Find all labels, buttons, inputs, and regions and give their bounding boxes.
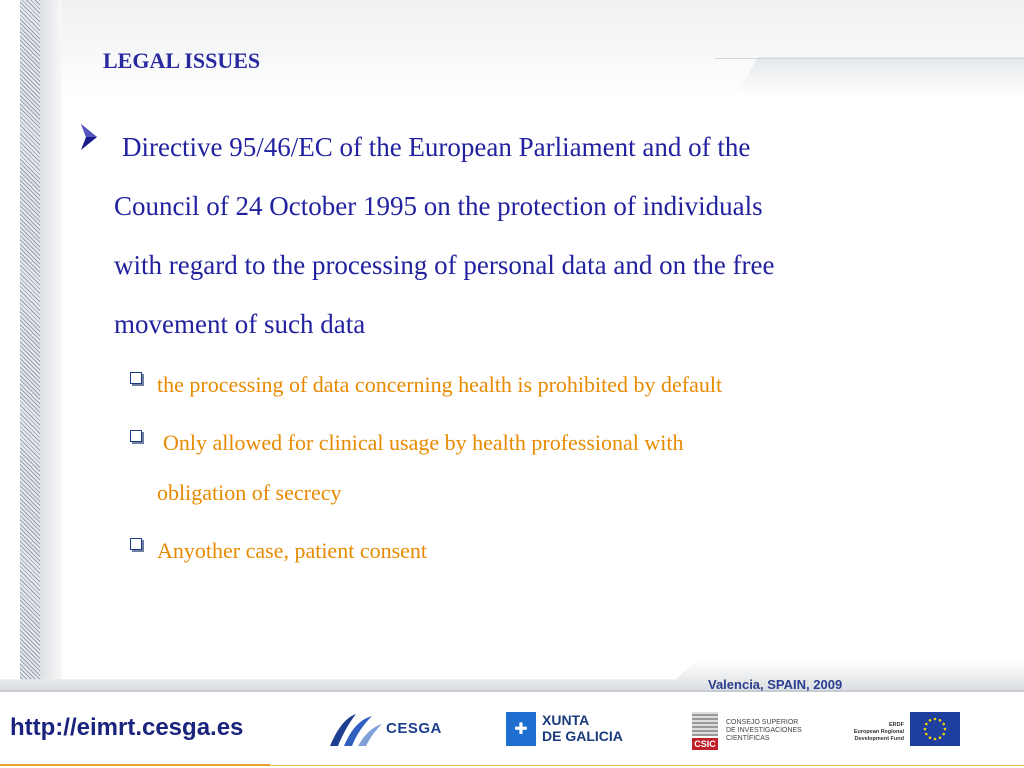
csic-emblem-icon — [692, 712, 718, 736]
eu-flag-icon — [910, 712, 960, 746]
csic-tag: CSIC — [692, 738, 718, 750]
main-bullet-text — [114, 118, 958, 354]
cesga-logo — [328, 710, 458, 750]
arrow-bullet-icon — [78, 120, 100, 154]
xunta-flag-icon: ✚ — [506, 712, 536, 746]
main-bullet-line-1: Directive 95/46/EC of the European Parliament and of the — [122, 132, 751, 162]
top-right-band — [735, 57, 1024, 97]
xunta-logo — [506, 710, 636, 750]
footer-url-link[interactable]: http://eimrt.cesga.es — [10, 714, 244, 741]
footer-accent-line-left — [0, 764, 270, 766]
erdf-name: ERDF European Regional Development Fund — [853, 722, 904, 742]
sub-bullet-text-line-2: obligation of secrecy — [157, 480, 342, 505]
xunta-wordmark-line-1: XUNTA — [542, 712, 590, 728]
xunta-wordmark — [542, 712, 623, 744]
footer-accent-line-right — [270, 765, 1024, 766]
left-hatched-stripe — [20, 0, 40, 690]
csic-logo — [692, 712, 832, 752]
cesga-wordmark: CESGA — [386, 720, 442, 737]
sub-bullet-text-line-1: Only allowed for clinical usage by health professional with — [163, 430, 684, 455]
top-divider — [715, 58, 1024, 59]
sub-bullet-item — [130, 418, 890, 518]
main-bullet — [78, 118, 958, 354]
erdf-logo — [850, 712, 962, 748]
checkbox-bullet-icon — [130, 538, 142, 550]
main-bullet-line-3: with regard to the processing of personal data and on the free — [114, 250, 775, 280]
sub-bullet-item — [130, 360, 890, 410]
sub-bullet-text: the processing of data concerning health is prohibited by default — [157, 372, 723, 397]
checkbox-bullet-icon — [130, 430, 142, 442]
footer-location: Valencia, SPAIN, 2009 — [708, 677, 843, 692]
left-stripe-shadow — [40, 0, 62, 690]
sub-bullet-item — [130, 526, 890, 576]
main-bullet-line-2: Council of 24 October 1995 on the protection of individuals — [114, 191, 763, 221]
cesga-swoosh-icon — [328, 710, 384, 750]
sub-bullet-text: Anyother case, patient consent — [157, 538, 428, 563]
checkbox-bullet-icon — [130, 372, 142, 384]
footer-divider — [0, 690, 1024, 692]
csic-name: CONSEJO SUPERIOR DE INVESTIGACIONES CIENTÍFICAS — [726, 719, 802, 742]
bottom-gradient-band — [0, 660, 1024, 692]
sub-bullet-list — [130, 360, 890, 576]
xunta-wordmark-line-2: DE GALICIA — [542, 728, 623, 744]
slide-title: LEGAL ISSUES — [103, 48, 261, 73]
main-bullet-line-4: movement of such data — [114, 309, 366, 339]
